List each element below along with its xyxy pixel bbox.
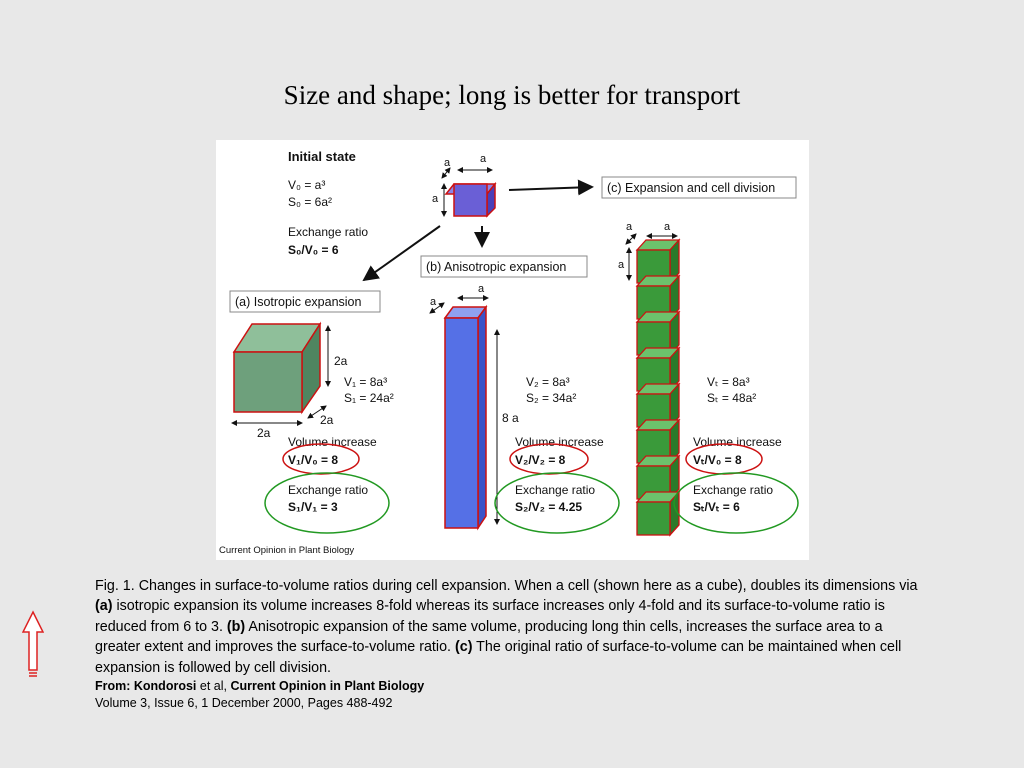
figure-diagram	[216, 140, 809, 560]
initial-surface: S₀ = 6a²	[288, 195, 333, 209]
initial-ratio-value: S₀/V₀ = 6	[288, 243, 339, 257]
panel-b-volume-label: Volume increase	[515, 435, 604, 449]
panel-b-volume-value: V₂/V₂ = 8	[515, 453, 566, 467]
panel-a-volume: V₁ = 8a³	[344, 375, 388, 389]
initial-dim-height: a	[432, 193, 439, 205]
panel-a-exchange-value: S₁/V₁ = 3	[288, 500, 338, 514]
panel-b-length: 8 a	[502, 411, 519, 425]
panel-b-dim-depth: a	[430, 296, 437, 308]
caption-tag-c: (c)	[454, 639, 473, 656]
panel-a-dim-depth: 2a	[320, 413, 334, 427]
citation-volume: Volume 3, Issue 6, 1 December 2000, Pages 488-492	[95, 696, 393, 711]
panel-a-label: (a) Isotropic expansion	[235, 295, 362, 309]
arrow-to-c	[509, 187, 592, 190]
panel-a-volume-value: V₁/V₀ = 8	[288, 453, 339, 467]
panel-b-dim-top: a	[478, 283, 485, 295]
divided-cell-stack	[637, 240, 679, 535]
initial-heading: Initial state	[288, 149, 356, 164]
panel-b-label: (b) Anisotropic expansion	[426, 260, 567, 274]
panel-c-surface: Sₜ = 48a²	[707, 391, 757, 405]
initial-volume: V₀ = a³	[288, 178, 326, 192]
panel-c-volume: Vₜ = 8a³	[707, 375, 750, 389]
citation-from: From: Kondorosi	[95, 679, 197, 694]
panel-c-volume-value: Vₜ/V₀ = 8	[693, 453, 742, 467]
anisotropic-cell	[445, 307, 486, 528]
caption-text-2: isotropic expansion its volume increases 8-fold whereas its surface increases only 4-fold and its surface-to-volume ratio is reduced from 6 to 3.	[95, 598, 885, 635]
panel-a-exchange-label: Exchange ratio	[288, 483, 369, 497]
slide-title: Size and shape; long is better for transport	[283, 80, 741, 110]
isotropic-cube	[234, 324, 320, 412]
panel-c-exchange-value: Sₜ/Vₜ = 6	[693, 500, 740, 514]
initial-ratio-label: Exchange ratio	[288, 225, 369, 239]
initial-cube	[446, 184, 495, 216]
panel-b-exchange-label: Exchange ratio	[515, 483, 596, 497]
caption-tag-a: (a)	[95, 598, 113, 615]
up-arrow-graphic	[22, 610, 44, 680]
panel-c-dim-depth: a	[626, 221, 633, 233]
initial-dim-top: a	[480, 153, 487, 165]
panel-a-volume-label: Volume increase	[288, 435, 377, 449]
citation-journal: Current Opinion in Plant Biology	[230, 679, 425, 694]
panel-a-surface: S₁ = 24a²	[344, 391, 394, 405]
figure-source: Current Opinion in Plant Biology	[219, 545, 355, 556]
initial-dim-depth: a	[444, 157, 451, 169]
panel-c-label: (c) Expansion and cell division	[607, 181, 776, 195]
panel-c-volume-label: Volume increase	[693, 435, 782, 449]
panel-c-dim-height: a	[618, 259, 625, 271]
figure-caption	[95, 576, 925, 712]
caption-text-1: Fig. 1. Changes in surface-to-volume ratios during cell expansion. When a cell (shown here as a cube), doubles its dimensions via	[95, 578, 918, 594]
up-arrow-icon[interactable]	[22, 610, 44, 685]
citation-line	[95, 678, 925, 695]
panel-a-dim-width: 2a	[257, 426, 271, 440]
caption-text-3: Anisotropic expansion of the same volume, producing long thin cells, increases the surface area to a greater extent and improves the surface-to-volume ratio.	[95, 618, 883, 656]
panel-b-surface: S₂ = 34a²	[526, 391, 577, 405]
panel-c-exchange-label: Exchange ratio	[693, 483, 774, 497]
panel-c-dim-top: a	[664, 221, 671, 233]
panel-b-volume: V₂ = 8a³	[526, 375, 570, 389]
citation-etal: et al,	[196, 679, 231, 694]
panel-a-dim-height: 2a	[334, 354, 348, 368]
divided-cell	[637, 492, 679, 535]
caption-paragraph	[95, 576, 925, 678]
caption-tag-b: (b)	[226, 618, 246, 635]
panel-b-exchange-value: S₂/V₂ = 4.25	[515, 500, 583, 514]
caption-text-4: The original ratio of surface-to-volume can be maintained when cell expansion is followed by cell division.	[95, 639, 902, 676]
figure-panel	[216, 140, 809, 560]
